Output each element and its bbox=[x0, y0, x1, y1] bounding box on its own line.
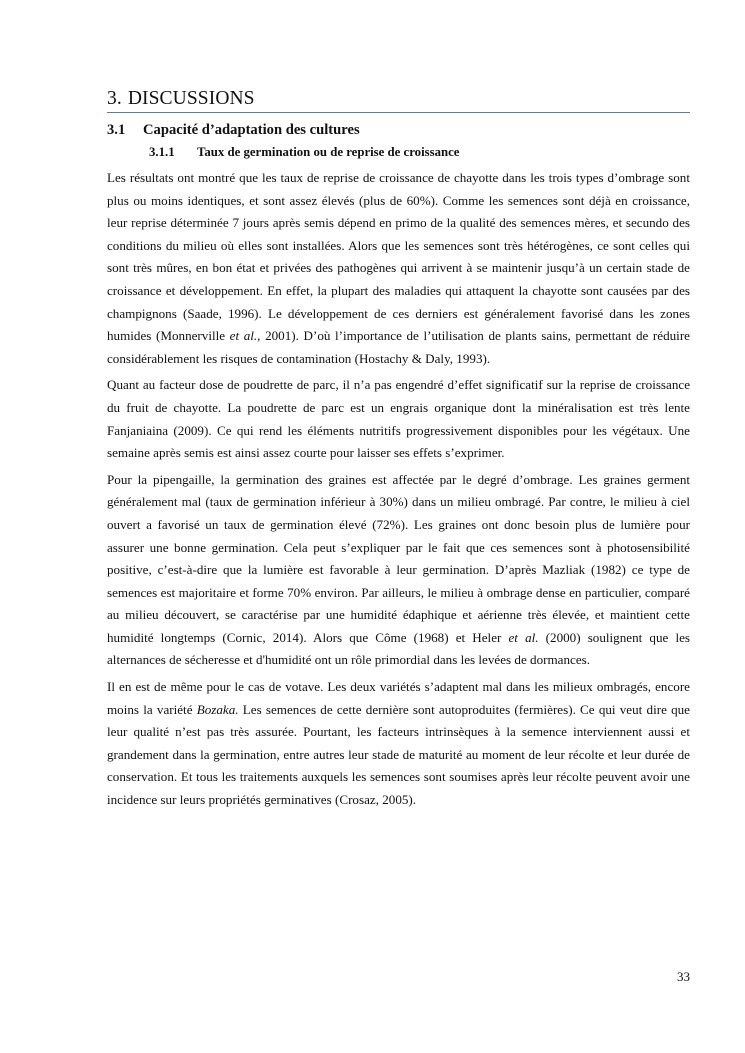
paragraph-text: 2001). D’où l’importance de l’utilisation de plants sains, permettant de réduire considérablement les risques de contamination (Hostachy & Daly, 1993). bbox=[107, 328, 690, 366]
subheading-capacite bbox=[107, 121, 690, 139]
paragraph-text: Quant au facteur dose de poudrette de parc, il n’a pas engendré d’effet significatif sur la reprise de croissance du fruit de chayotte. La poudrette de parc est un engrais organique dont la minéralisation est très lente Fanjaniaina (2009). Ce qui rend les éléments nutritifs progressivement disponibles pour les végétaux. Une semaine après semis est ainsi assez courte pour laisser ses effets s’exprimer. bbox=[107, 377, 690, 461]
paragraph-votave bbox=[107, 676, 690, 812]
paragraph-pipengaille bbox=[107, 469, 690, 672]
paragraph-italic: et al. bbox=[508, 629, 539, 645]
subheading-text: Capacité d’adaptation des cultures bbox=[143, 122, 360, 138]
paragraph-italic: Bozaka. bbox=[196, 701, 239, 717]
paragraph-text: Il en est de même pour le cas de votave. Les deux variétés s’adaptent mal dans les milieux ombragés, encore moins la variété bbox=[107, 679, 690, 717]
paragraph-text: Les semences de cette dernière sont autoproduites (fermières). Ce qui veut dire que leur qualité n’est pas très assurée. Pourtant, les facteurs intrinsèques à la semence interviennent aussi et grandement dans la germination, entre autres leur stade de maturité au moment de leur récolte et leur durée de conservation. Et tous les traitements auxquels les semences sont soumises après leur récolte peuvent avoir une incidence sur leurs propriétés germinatives (Crosaz, 2005). bbox=[107, 701, 690, 808]
heading-discussions bbox=[107, 88, 690, 113]
subheading-number: 3.1 bbox=[107, 122, 126, 138]
subsubheading-text: Taux de germination ou de reprise de croissance bbox=[197, 145, 460, 159]
paragraph-text: Pour la pipengaille, la germination des graines est affectée par le degré d’ombrage. Les graines germent généralement mal (taux de germination inférieur à 30%) dans un milieu ombragé. Par contre, le milieu à ciel ouvert a favorisé un taux de germination élevé (72%). Les graines ont donc besoin plus de lumière pour assurer une bonne germination. Cela peut s’expliquer par le fait que ces semences sont à photosensibilité positive, c’est-à-dire que la lumière est favorable à leur germination. D’après Mazliak (1982) ce type de semences est majoritaire et forme 70% environ. Par ailleurs, le milieu à ombrage dense en particulier, comparé au milieu découvert, se caractérise par une humidité édaphique et aérienne très élevée, et maintient cette humidité longtemps (Cornic, 2014). Alors que Côme (1968) et Heler bbox=[107, 471, 690, 645]
paragraph-text: (2000) soulignent que les alternances de sécheresse et d'humidité ont un rôle primordial dans les levées de dormances. bbox=[107, 629, 690, 668]
page-number: 33 bbox=[677, 969, 690, 984]
paragraph-italic: et al., bbox=[229, 328, 261, 344]
heading-text: DISCUSSIONS bbox=[127, 88, 255, 109]
subsubheading-number: 3.1.1 bbox=[149, 145, 175, 159]
paragraph-text: Les résultats ont montré que les taux de reprise de croissance de chayotte dans les trois types d’ombrage sont plus ou moins identiques, et sont assez élevés (plus de 60%). Comme les semences sont déjà en croissance, leur reprise déterminée 7 jours après semis dépend en primo de la qualité des semences mères, et secundo des conditions du milieu où elles sont installées. Alors que les semences sont très hétérogènes, ce sont celles qui sont très mûres, en bon état et privées des pathogènes qui arrivent à se maintenir jusqu’à un certain stade de croissance et développement. En effet, la plupart des maladies qui attaquent la chayotte sont causées par des champignons (Saade, 1996). Le développement de ces derniers est généralement favorisé dans les zones humides (Monnerville bbox=[107, 170, 690, 344]
paragraph-chayotte-reprise bbox=[107, 167, 690, 370]
heading-number: 3. bbox=[107, 88, 122, 109]
document-page bbox=[107, 88, 690, 816]
subsubheading-taux-germination bbox=[149, 144, 690, 161]
paragraph-poudrette bbox=[107, 374, 690, 464]
